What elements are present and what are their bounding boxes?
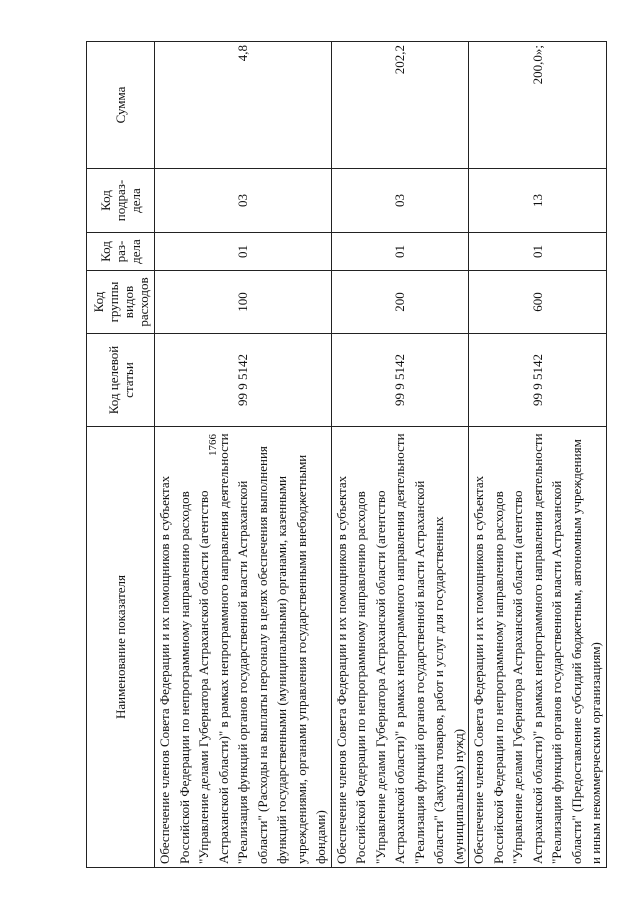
header-name: Наименование показателя <box>87 427 155 868</box>
row-name: Обеспечение членов Совета Федерации и их помощников в субъектах Российской Федерации по непрограммному направлению расходов "Управление делами Губернатора Астраханской области (агентство Астраханской области)" в рамках непрограммного направления деятельности "Реализация функций органов государственной власти Астраханской области" (Предоставление субсидий бюджетным, автономным учреждениям и иным некоммерческим организациям) <box>469 427 607 868</box>
header-subsection: Код подраз-дела <box>87 169 155 233</box>
row-name: Обеспечение членов Совета Федерации и их помощников в субъектах Российской Федерации по непрограммному направлению расходов "Управление делами Губернатора Астраханской области (агентство Астраханской области)" в рамках непрограммного направления деятельности "Реализация функций органов государственной власти Астраханской области" (Расходы на выплаты персоналу в целях обеспечения выполнения функций государственными (муниципальными) органами, казенными учреждениями, органами управления государственными внебюджетными фондами) <box>155 427 332 868</box>
table-row <box>331 42 469 868</box>
row-amount: 200,0»; <box>469 42 607 169</box>
header-section: Код раз-дела <box>87 233 155 271</box>
row-section: 01 <box>469 233 607 271</box>
row-subsection: 03 <box>331 169 469 233</box>
row-subsection: 13 <box>469 169 607 233</box>
header-target-article: Код целевой статьи <box>87 334 155 427</box>
budget-table <box>86 41 607 868</box>
row-name: Обеспечение членов Совета Федерации и их помощников в субъектах Российской Федерации по непрограммному направлению расходов "Управление делами Губернатора Астраханской области (агентство Астраханской области)" в рамках непрограммного направления деятельности "Реализация функций органов государственной власти Астраханской области" (Закупка товаров, работ и услуг для государственных (муниципальных) нужд) <box>331 427 469 868</box>
table-header-row <box>87 42 155 868</box>
page-number: 1766 <box>207 434 219 456</box>
row-amount: 202,2 <box>331 42 469 169</box>
row-target-article: 99 9 5142 <box>155 334 332 427</box>
table-row <box>155 42 332 868</box>
row-target-article: 99 9 5142 <box>331 334 469 427</box>
row-subsection: 03 <box>155 169 332 233</box>
row-expense-group: 600 <box>469 271 607 334</box>
row-section: 01 <box>331 233 469 271</box>
table-container <box>86 42 603 868</box>
row-expense-group: 100 <box>155 271 332 334</box>
rotated-table-frame <box>86 42 603 868</box>
row-section: 01 <box>155 233 332 271</box>
row-target-article: 99 9 5142 <box>469 334 607 427</box>
header-expense-group: Код группы видов расходов <box>87 271 155 334</box>
header-amount: Сумма <box>87 42 155 169</box>
row-amount: 4,8 <box>155 42 332 169</box>
table-row <box>469 42 607 868</box>
row-expense-group: 200 <box>331 271 469 334</box>
